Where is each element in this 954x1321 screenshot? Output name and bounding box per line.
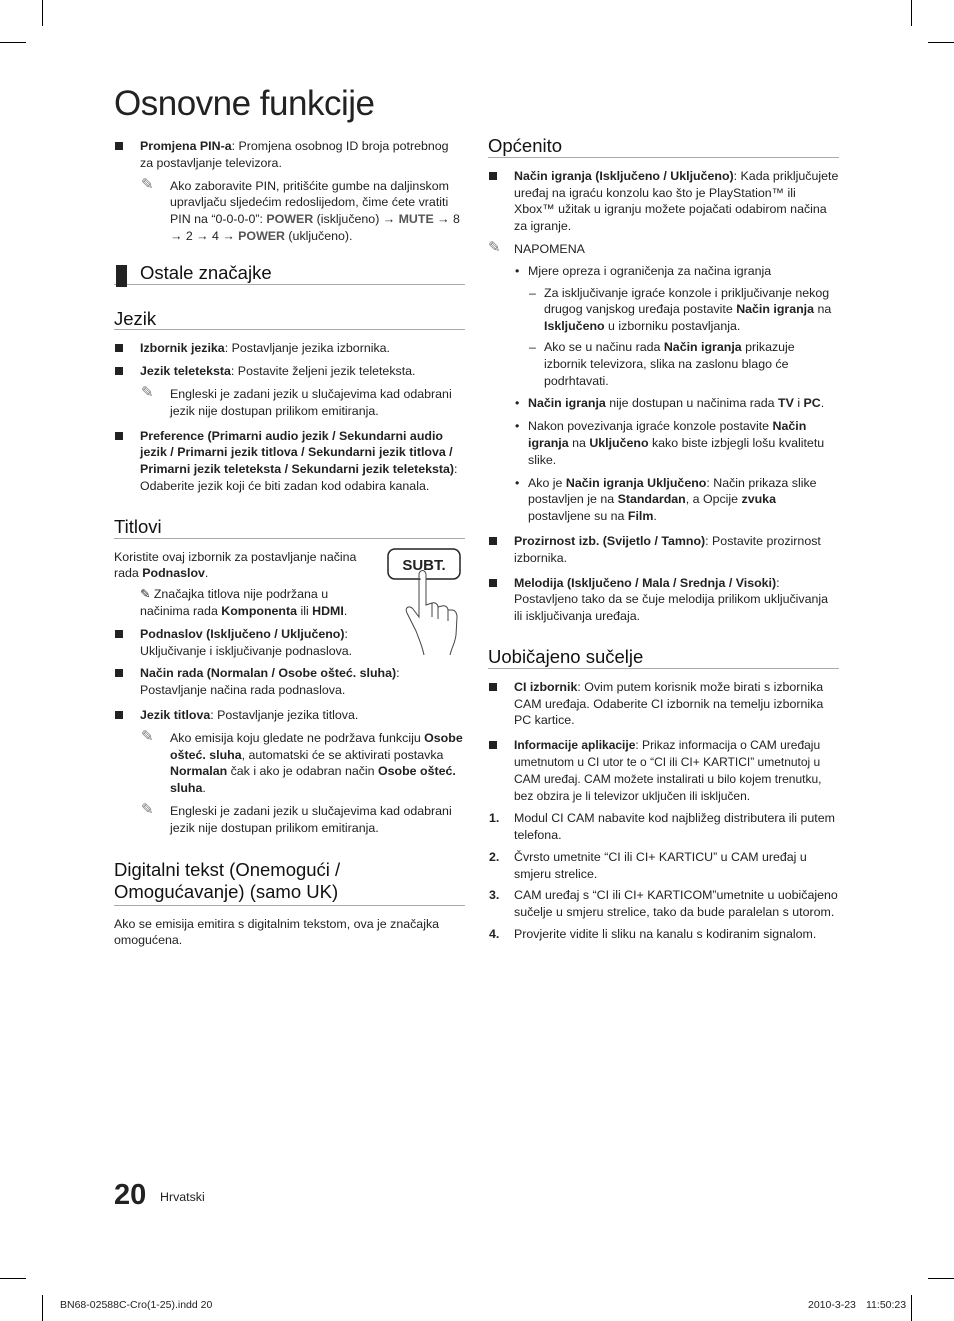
item-text: u izborniku postavljanja. <box>604 319 741 334</box>
keyword: Isključeno <box>544 319 605 334</box>
napomena <box>488 238 839 258</box>
list-item <box>114 428 465 495</box>
dash-icon: – <box>529 339 536 354</box>
item-text: : Način prikaza slike postavljen je na <box>528 475 817 507</box>
note <box>114 383 465 420</box>
bullet-square-icon <box>489 579 497 587</box>
keyword: Način igranja Uključeno <box>565 475 707 490</box>
list-item <box>488 737 839 804</box>
keyword: Način igranja <box>528 419 807 450</box>
keyword: PC <box>803 396 821 411</box>
item-text: : Odaberite jezik koji će biti zadan kod odabira kanala. <box>140 462 458 493</box>
intro-text: . <box>204 566 209 581</box>
keyword: Uključeno <box>589 435 649 450</box>
item-label: Melodija (Isključeno / Mala / Srednja / Visoki) <box>514 575 777 590</box>
heading-text: Ostale značajke <box>140 261 272 283</box>
item-text: . <box>820 396 825 411</box>
pin-note <box>114 175 465 245</box>
item-text: : Postavljeno tako da se čuje melodija prilikom uključivanja ili isključivanja uređaja. <box>514 575 829 624</box>
list-item <box>488 339 839 389</box>
note <box>114 586 370 620</box>
intro-text: Koristite ovaj izbornik za postavljanje načina rada <box>114 549 357 581</box>
item-text: na <box>814 302 832 317</box>
note-text: . <box>343 603 348 618</box>
heading-bar-icon <box>116 265 127 287</box>
bullet-square-icon <box>115 344 123 352</box>
item-label: Informacije aplikacije <box>514 738 636 753</box>
titlovi-intro <box>114 549 369 583</box>
crop-mark <box>42 0 43 26</box>
item-text: prikazuje izbornik televizora, slika na zaslonu blago će podrhtavati. <box>544 339 795 388</box>
item-text: na <box>568 435 590 450</box>
keyword: POWER <box>238 228 285 243</box>
subt-button-hand-icon <box>386 547 466 657</box>
section-heading-digital: Digitalni tekst (Onemogući / Omogućavanje) (samo UK) <box>114 859 465 906</box>
item-label: CI izbornik <box>514 679 578 694</box>
step-item <box>488 926 839 943</box>
bullet-dot-icon: • <box>515 475 520 490</box>
note-text: ili <box>297 603 313 618</box>
item-text: Ako je <box>528 475 566 490</box>
crop-mark <box>42 1295 43 1321</box>
page-number: 20 <box>114 1179 147 1211</box>
napomena-label: NAPOMENA <box>514 241 585 256</box>
keyword: Način igranja <box>528 396 606 411</box>
note-text: , automatski će se aktivirati postavka <box>241 747 444 762</box>
crop-mark <box>911 0 912 26</box>
crop-mark <box>911 1295 912 1321</box>
bullet-square-icon <box>115 630 123 638</box>
step-number: 2. <box>489 849 500 864</box>
page-title: Osnovne funkcije <box>114 84 375 123</box>
note <box>114 727 465 797</box>
list-item <box>488 475 839 525</box>
bullet-square-icon <box>489 537 497 545</box>
section-heading-jezik: Jezik <box>114 311 465 331</box>
pin-item <box>114 138 465 172</box>
page-language: Hrvatski <box>160 1190 205 1204</box>
note-pencil-icon: ✎ <box>141 800 154 818</box>
item-text: Ako se u načinu rada <box>544 339 664 354</box>
pin-text: : Promjena osobnog ID broja potrebnog za postavljanje televizora. <box>140 139 449 170</box>
item-text: : Postavljanje jezika izbornika. <box>224 341 390 356</box>
step-item <box>488 887 839 921</box>
item-label: Način igranja (Isključeno / Uključeno) <box>514 168 734 183</box>
note-text: Ako zaboravite PIN, pritišćite gumbe na daljinskom upravljaču sljedećim redoslijedom, čime ćete vratiti PIN na “0-0-0-0”: <box>170 178 449 227</box>
bullet-square-icon <box>489 683 497 691</box>
step-text: Modul CI CAM nabavite kod najbližeg distributera ili putem telefona. <box>514 811 835 843</box>
item-label: Podnaslov (Isključeno / Uključeno) <box>140 626 345 641</box>
list-item <box>488 285 839 335</box>
keyword: Osobe oštеć. sluha <box>170 730 463 762</box>
footer-date: 2010-3-23 <box>808 1299 856 1311</box>
item-text: : Uključivanje i isključivanje podnaslova. <box>140 626 353 658</box>
item-text: : Postavljanje načina rada podnaslova. <box>140 666 400 698</box>
item-label: Jezik teleteksta <box>140 364 231 379</box>
bullet-dot-icon: • <box>515 419 520 434</box>
list-item <box>488 679 839 729</box>
list-item <box>488 575 839 625</box>
list-item <box>114 707 465 724</box>
bullet-square-icon <box>115 142 123 150</box>
item-text: nije dostupan u načinima rada <box>605 396 779 411</box>
item-text: postavljene su na <box>528 509 628 524</box>
note-pencil-icon: ✎ <box>488 238 501 256</box>
bullet-square-icon <box>489 172 497 180</box>
note-text: (uključeno). <box>284 228 353 243</box>
keyword: Normalan <box>170 764 228 779</box>
note-pencil-icon: ✎ <box>140 587 151 602</box>
item-text: : Prikaz informacija o CAM uređaju umetnutom u CI utor te o “CI ili CI+ KARTICI” umetnutoj u CAM uređaj. CAM možete instalirati u bilo kojem trenutku, bez obzira je li televizor uključen ili isključen. <box>514 738 822 803</box>
step-number: 3. <box>489 888 500 903</box>
keyword: Podnaslov <box>142 566 205 581</box>
item-text: : Kada priključujete uređaj na igraću konzolu kao što je PlayStation™ ili Xbox™ užitak u igranju možete pojačati odabirom načina za igranje. <box>514 168 839 234</box>
item-label: Prozirnost izb. (Svijetlo / Tamno) <box>514 533 706 548</box>
bullet-dot-icon: • <box>515 263 520 278</box>
item-text: : Postavite prozirnost izbornika. <box>514 533 821 565</box>
item-label: Izbornik jezika <box>140 341 225 356</box>
bullet-square-icon <box>489 741 497 749</box>
keyword: MUTE <box>398 212 434 227</box>
note-text: . <box>202 781 206 796</box>
item-label: Jezik titlova <box>140 707 211 722</box>
keyword: Film <box>627 509 654 524</box>
item-text: : Postavite željeni jezik teleteksta. <box>230 364 416 379</box>
item-text: , a Opcije <box>685 492 742 507</box>
footer-time: 11:50:23 <box>866 1299 907 1311</box>
item-label: Način rada (Normalan / Osobe ošteć. sluha) <box>140 666 397 681</box>
item-text: : Postavljanje jezika titlova. <box>210 707 359 722</box>
keyword: Osobe oštеć. sluha <box>170 764 456 796</box>
digital-text: Ako se emisija emitira s digitalnim tekstom, ova je značajka omogućena. <box>114 916 440 948</box>
note-pencil-icon: ✎ <box>141 727 154 745</box>
crop-mark <box>928 42 954 43</box>
item-text: : Ovim putem korisnik može birati s izbornika CAM uređaja. Odaberite CI izbornik na temelju izbornika PC kartice. <box>514 679 824 728</box>
list-item <box>488 263 839 280</box>
keyword: Način igranja <box>736 302 814 317</box>
list-item <box>488 168 839 235</box>
note <box>114 800 465 837</box>
section-heading-titlovi: Titlovi <box>114 519 465 539</box>
pin-label: Promjena PIN-a <box>140 139 232 153</box>
left-column <box>114 138 465 949</box>
keyword: Standardan <box>617 492 686 507</box>
note-text: Ako emisija koju gledate ne podržava funkciju <box>170 730 425 745</box>
item-text: . <box>653 509 657 524</box>
step-item <box>488 810 839 844</box>
list-item <box>488 395 839 412</box>
dash-icon: – <box>529 285 536 300</box>
keyword: Način igranja <box>663 339 742 354</box>
keyword: TV <box>778 396 794 411</box>
keyword: POWER <box>266 212 314 227</box>
subt-button-label: SUBT. <box>402 556 446 574</box>
step-text: Provjerite vidite li sliku na kanalu s kodiranim signalom. <box>514 927 817 942</box>
section-heading-opcenito: Općenito <box>488 138 839 158</box>
bullet-square-icon <box>115 669 123 677</box>
note-pencil-icon: ✎ <box>141 175 154 193</box>
right-column <box>488 135 839 948</box>
note-text: → 8 → 2 → 4 → <box>170 212 460 243</box>
item-text: Nakon povezivanja igraće konzole postavite <box>528 419 773 434</box>
bullet-square-icon <box>115 711 123 719</box>
note-pencil-icon: ✎ <box>141 383 154 401</box>
note-text: (isključeno) → <box>313 212 399 227</box>
bullet-square-icon <box>115 432 123 440</box>
item-label: Preference (Primarni audio jezik / Sekundarni audio jezik / Primarni jezik titlova / Sekundarni jezik titlova / Primarni jezik teleteksta / Sekundarni jezik teleteksta) <box>140 428 455 477</box>
keyword: zvuka <box>741 492 776 507</box>
step-text: CAM uređaj s “CI ili CI+ KARTICOM”umetnite u uobičajeno sučelje u smjeru strelice, tako da bude paralelan s utorom. <box>514 888 838 920</box>
bullet-dot-icon: • <box>515 396 520 411</box>
crop-mark <box>928 1278 954 1279</box>
step-number: 4. <box>489 927 500 942</box>
list-item <box>114 363 465 380</box>
crop-mark <box>0 42 26 43</box>
note-text: Značajka titlova nije podržana u načinima rada <box>140 587 329 618</box>
section-heading-uobicajeno: Uobičajeno sučelje <box>488 649 839 669</box>
step-text: Čvrsto umetnite “CI ili CI+ KARTICU” u CAM uređaj u smjeru strelice. <box>514 849 807 881</box>
note-text: Engleski je zadani jezik u slučajevima kad odabrani jezik nije dostupan prilikom emitiranja. <box>170 386 452 418</box>
section-heading-ostale <box>114 261 465 285</box>
crop-mark <box>0 1278 26 1279</box>
keyword: Komponenta <box>221 603 297 618</box>
list-item <box>114 340 465 357</box>
item-text: i <box>793 396 804 411</box>
step-item <box>488 849 839 883</box>
item-text: Mjere opreza i ograničenja za načina igranja <box>528 263 772 278</box>
keyword: HDMI <box>312 603 344 618</box>
note-text: Engleski je zadani jezik u slučajevima kad odabrani jezik nije dostupan prilikom emitiranja. <box>170 803 452 835</box>
footer-file: BN68-02588C-Cro(1-25).indd 20 <box>60 1299 213 1311</box>
item-text: Za isključivanje igraće konzole i priključivanje nekog drugog vanjskog uređaja postavite <box>544 285 830 317</box>
note-text: čak i ako je odabran način <box>227 764 379 779</box>
step-number: 1. <box>489 811 500 826</box>
list-item <box>488 533 839 567</box>
list-item <box>488 418 839 468</box>
list-item <box>114 665 465 699</box>
bullet-square-icon <box>115 367 123 375</box>
list-item <box>114 626 360 660</box>
item-text: kako biste izbjegli lošu kvalitetu slike. <box>528 435 825 467</box>
